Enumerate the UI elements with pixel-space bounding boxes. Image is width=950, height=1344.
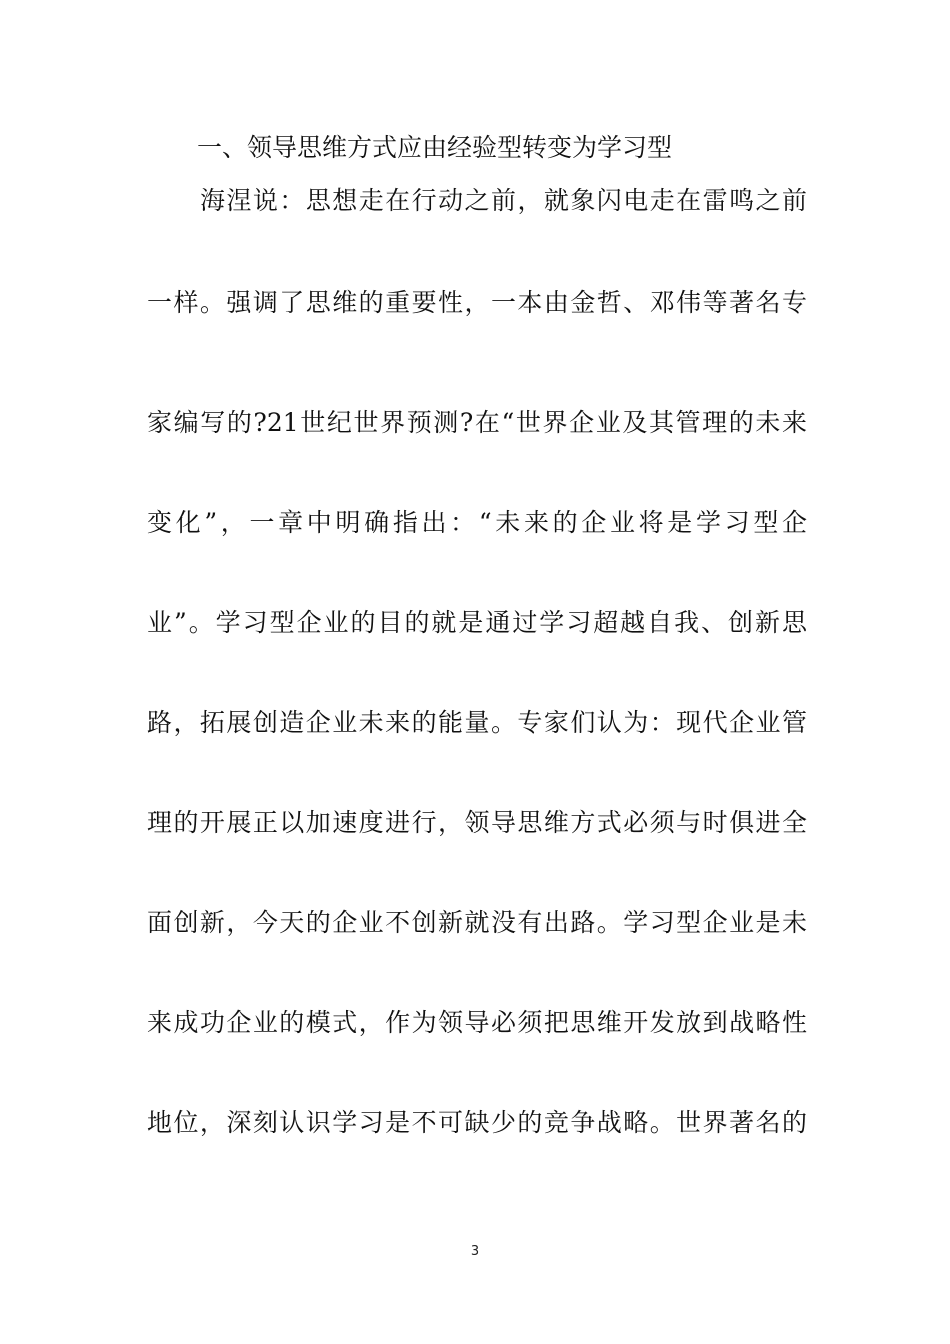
paragraph-line: 理的开展正以加速度进行，领导思维方式必须与时俱进全 [147,808,807,837]
paragraph-line: 海涅说：思想走在行动之前，就象闪电走在雷鸣之前 [200,186,807,215]
paragraph-line: 变化”，一章中明确指出：“未来的企业将是学习型企 [147,508,807,537]
section-heading: 一、领导思维方式应由经验型转变为学习型 [197,133,673,162]
paragraph-line: 家编写的?21世纪世界预测?在“世界企业及其管理的未来 [147,408,807,437]
paragraph-line: 地位，深刻认识学习是不可缺少的竞争战略。世界著名的 [147,1108,807,1137]
paragraph-line: 一样。强调了思维的重要性，一本由金哲、邓伟等著名专 [147,288,807,317]
page-number: 3 [470,1244,480,1259]
paragraph-line: 路，拓展创造企业未来的能量。专家们认为：现代企业管 [147,708,807,737]
paragraph-line: 业”。学习型企业的目的就是通过学习超越自我、创新思 [147,608,807,637]
paragraph-line: 来成功企业的模式，作为领导必须把思维开发放到战略性 [147,1008,807,1037]
paragraph-line: 面创新，今天的企业不创新就没有出路。学习型企业是未 [147,908,807,937]
